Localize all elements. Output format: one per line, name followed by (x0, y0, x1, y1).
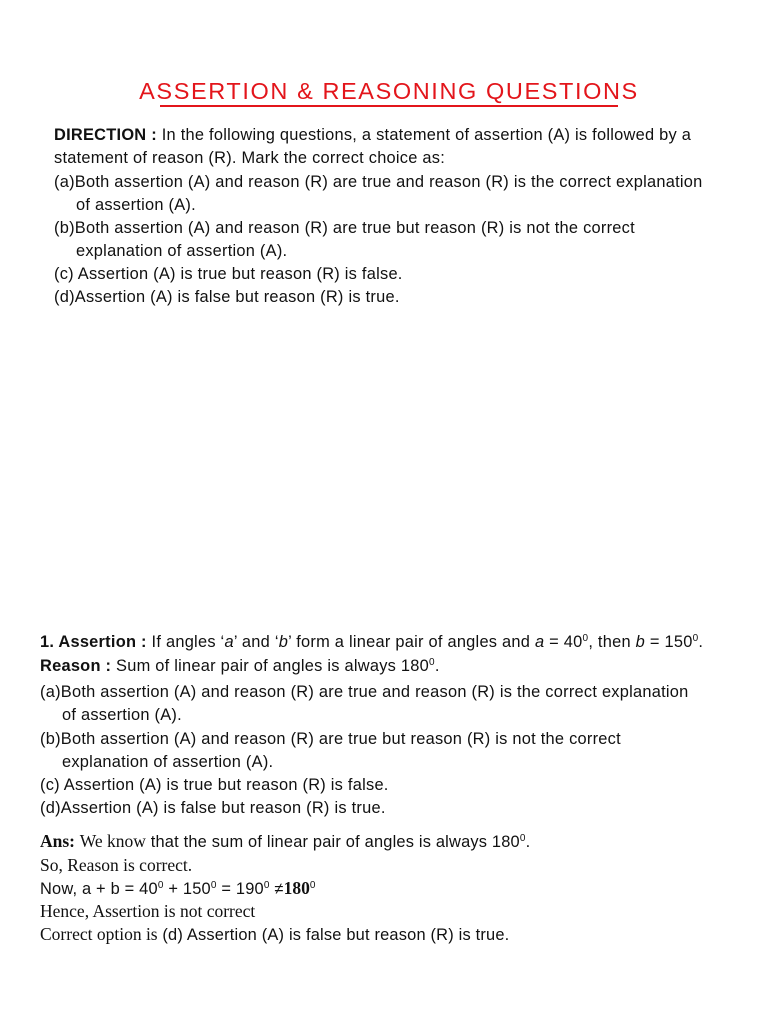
answer-line-1-serif: We know (79, 831, 146, 851)
q1-var-a2: a (534, 633, 545, 651)
answer-line-2: So, Reason is correct. (40, 855, 193, 875)
answer-line-5-serif: Correct option is (40, 924, 158, 944)
q1-reason-line: Reason : Sum of linear pair of angles is always $180^0$. (40, 657, 440, 675)
degree-sup: 0 (582, 633, 589, 644)
q1-option-a-line-1: (a)Both assertion (A) and reason (R) are true and reason (R) is the correct explanation (40, 683, 689, 701)
q1-sep: , then (588, 633, 631, 651)
answer-line-3-a: Now, a + b = 40 (40, 880, 158, 898)
not-equal-sign: ≠ (274, 880, 284, 898)
q1-assertion-mid2: ’ form a linear pair of angles and (288, 633, 531, 651)
answer-label: Ans: (40, 831, 76, 851)
q1-val-b: = 150 (645, 633, 693, 651)
direction-option-a-line-2: of assertion (A). (76, 196, 196, 214)
answer-line-3-c: = 190 (216, 880, 264, 898)
q1-val-a: = 40 (544, 633, 583, 651)
q1-reason-label: Reason : (40, 657, 112, 675)
q1-assertion-pre: If angles ‘ (151, 633, 225, 651)
direction-line-1 (54, 124, 691, 146)
q1-option-d: (d)Assertion (A) is false but reason (R) is true. (40, 799, 386, 817)
q1-option-a-line-2: of assertion (A). (62, 706, 182, 724)
direction-label: DIRECTION : (54, 126, 157, 144)
answer-line-1-rest: that the sum of linear pair of angles is always 180 (150, 833, 520, 851)
q1-option-b-line-2: explanation of assertion (A). (62, 753, 274, 771)
q1-var-b: b (278, 633, 289, 651)
degree-sup: 0 (519, 833, 526, 844)
q1-option-b-line-1: (b)Both assertion (A) and reason (R) are true but reason (R) is not the correct (40, 730, 621, 748)
q1-assertion-line: 1. Assertion : If angles ‘a’ and ‘b’ form a linear pair of angles and $a = 40^0$, then $b = 150^0$. (40, 633, 704, 651)
answer-line-3-d: 180 (283, 878, 310, 898)
q1-reason-text: Sum of linear pair of angles is always 180 (116, 657, 430, 675)
direction-text-1: In the following questions, a statement of assertion (A) is followed by a (161, 126, 692, 144)
answer-line-5-rest: (d) Assertion (A) is false but reason (R) is true. (162, 926, 510, 944)
answer-line-3-b: + 150 (163, 880, 211, 898)
q1-assertion-mid1: ’ and ‘ (233, 633, 279, 651)
degree-sup: 0 (263, 880, 270, 891)
degree-sup: 0 (429, 657, 435, 668)
degree-sup: 0 (210, 880, 217, 891)
page-title: ASSERTION & REASONING QUESTIONS (139, 78, 639, 104)
degree-sup: 0 (157, 880, 164, 891)
q1-option-c: (c) Assertion (A) is true but reason (R) is false. (40, 776, 389, 794)
answer-line-3 (40, 877, 316, 901)
direction-option-d: (d)Assertion (A) is false but reason (R) is true. (54, 288, 400, 306)
direction-option-b-line-1: (b)Both assertion (A) and reason (R) are true but reason (R) is not the correct (54, 219, 635, 237)
direction-option-c: (c) Assertion (A) is true but reason (R) is false. (54, 265, 403, 283)
direction-option-a-line-1: (a)Both assertion (A) and reason (R) are true and reason (R) is the correct explanation (54, 173, 703, 191)
answer-line-4: Hence, Assertion is not correct (40, 901, 256, 921)
degree-sup: 0 (309, 880, 316, 891)
q1-assertion-label: 1. Assertion : (40, 633, 147, 651)
answer-line-5 (40, 923, 509, 947)
answer-line-1: Ans: We know that the sum of linear pair of angles is always $180^0$. (40, 831, 531, 851)
q1-var-a: a (224, 633, 234, 651)
title-underline (160, 105, 618, 107)
degree-sup: 0 (692, 633, 699, 644)
direction-line-2: statement of reason (R). Mark the correct choice as: (54, 149, 446, 167)
direction-option-b-line-2: explanation of assertion (A). (76, 242, 288, 260)
q1-var-b2: b (635, 633, 646, 651)
